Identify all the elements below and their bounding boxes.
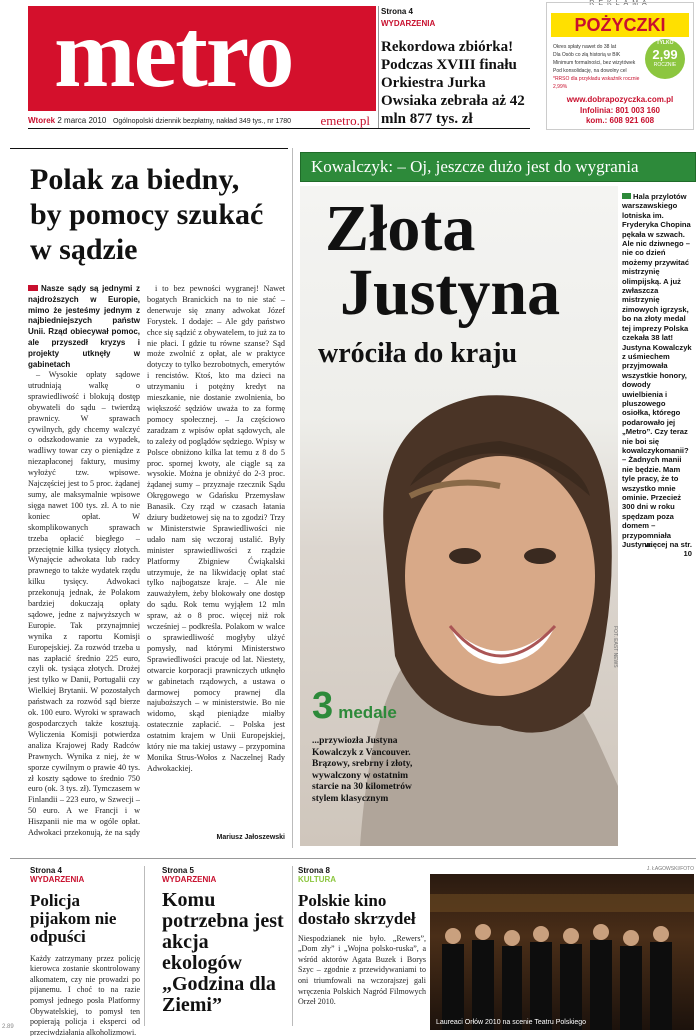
- bottom-3-text: Niespodzianek nie było. „Rewers”, „Dom zły” i „Wojna polsko-ruska”, a wśród aktorów Agata Buzek i Borys Szyc – zgodnie z przewidywaniami to oni triumfowali na wczorajszej gali wręczenia Polskich Nagród Filmowych Orzeł 2010.: [298, 933, 426, 1007]
- ad-infolinia: Infolinia: 801 003 160: [579, 106, 661, 115]
- bottom-story-1[interactable]: Strona 4 WYDARZENIA Policja pijakom nie odpuści Każdy zatrzymany przez policję kierowca zostanie skontrolowany alkomatem, czy nie prowadzi po pijanemu. I choć to na razie pomysł jednego posła Platformy Obywatelskiej, to pomysł ten popierają policja i eksperci od przeciwdziałania alkoholizmowi.: [30, 866, 140, 1031]
- medals-badge: 3 medale: [312, 685, 397, 727]
- awards-caption: Laureaci Orłów 2010 na scenie Teatru Polskiego: [436, 1019, 587, 1026]
- masthead-logo[interactable]: [28, 0, 376, 111]
- main-subtitle: wróciła do kraju: [318, 338, 518, 369]
- bottom-story-3[interactable]: Strona 8 KULTURA Polskie kino dostało skrzydeł Niespodzianek nie było. „Rewers”, „Dom zły” i „Wojna polsko-ruska”, a wśród aktorów Agata Buzek i Borys Szyc – zgodnie z przewidywaniami to oni triumfowali na wczorajszej gali wręczenia Polskich Nagród Filmowych Orzeł 2010.: [298, 866, 426, 1007]
- teaser-category: WYDARZENIA: [381, 19, 436, 28]
- ad-box[interactable]: [546, 2, 694, 130]
- dateline: [28, 113, 376, 129]
- left-byline: Mariusz Jałoszewski: [216, 834, 285, 841]
- photo-credit: FOT. EAST NEWS: [612, 626, 618, 668]
- ad-bullets: Okres spłaty nawet do 38 lat Dla Osób co złą historią w BIK Minimum formalności, bez wizytówek Pod konsolidację, na dowolny cel *RRSO dla przykładu wskaźnik rocznie 2,99%: [553, 44, 640, 90]
- left-headline[interactable]: Polak za biedny, by pomocy szukać w sądzie: [30, 163, 264, 266]
- ad-kom: kom.: 608 921 608: [585, 116, 655, 125]
- corner-mark: 2.89: [2, 1024, 14, 1030]
- dateline-date: 2 marca 2010: [57, 116, 107, 125]
- teaser-text: Rekordowa zbiórka! Podczas XVIII finału Orkiestra Jurka Owsiaka zebrała aż 42 mln 877 tys. zł: [381, 39, 525, 127]
- left-col1: – Wysokie opłaty sądowe utrudniają walkę o sprawiedliwość i blokują dostęp obywateli do sądu – twierdzą prawnicy. W sprawach cywilnych, gdy chcemy walczyć o odszkodowanie za wypadek, wadliwy towar czy o pieniądze z niezapłaconej faktury, musimy wyłożyć tzw. wpisowe. Najczęściej jest to 5 proc. żądanej sumy, ale maksymalnie wpisowe sięga nawet 100 tys. zł. A to nie koniec opłat. W skomplikowanych sprawach trzeba opłacić biegłego – przeciętnie kilka tysięcy złotych. Wynajęcie adwokata lub radcy prawnego to także wydatek rzędu kilku tysięcy. Adwokaci przekonują jednak, że Polakom bardziej dokuczają opłaty sądowe, jedne z najwyższych w Europie. Tak przynajmniej wynika z raportu Komisji Europejskiej. Za rozwód trzeba u nas zapłacić średnio 225 euro, czyli ok. tysiąca złotych. Drożej jest tylko w Danii, Portugalii czy Wielkiej Brytanii. W pozostałych państwach za rozwód sąd bierze ok. 100 euro. Wyroki w sprawach gospodarczych także kosztują. Wyliczenia Komisji potwierdza analiza Krajowej Rady Radców Prawnych. Wynika z niej, że w sporze cywilnym o prawie 40 tys. zł koszty sądowe to średnio 750 euro (ok. 3 tys. zł). Tymczasem w Finlandii – 223 euro, w Szwecji – 50 euro. A we Francji i w Hiszpanii nie ma w ogóle opłat. Adwokaci przekonują, że na sądy: [28, 370, 140, 838]
- bottom-1-headline: Policja pijakom nie odpuści: [30, 891, 117, 946]
- dateline-info: Ogólnopolski dziennik bezpłatny, nakład 349 tys., nr 1780: [112, 118, 292, 125]
- bottom-story-2[interactable]: Strona 5 WYDARZENIA Komu potrzebna jest akcja ekologów „Godzina dla Ziemi”: [162, 866, 287, 1031]
- medals-text: ...przywiozła Justyna Kowalczyk z Vancouver. Brązowy, srebrny i złoty, wywalczony w ostatnim starcie na 30 kilometrów stylem klasycznym: [312, 736, 413, 804]
- ad-title: POŻYCZKI: [551, 13, 689, 37]
- main-title-line2[interactable]: Justyna: [340, 256, 561, 329]
- main-photo: [300, 186, 618, 846]
- left-lead: Nasze sądy są jednymi z najdroższych w Europie, mimo że jesteśmy jednym z najbiedniejszych państw Unii. Rząd obiecywał pomoc, ale przyszedł kryzys i projekty utknęły w gabinetach: [28, 284, 140, 369]
- awards-people-drawing: [430, 874, 694, 1030]
- awards-photo: [430, 874, 694, 1030]
- bottom-1-text: Każdy zatrzymany przez policję kierowca zostanie skontrolowany alkomatem, czy nie prowadzi po pijanemu. I choć to na razie pomysł jednego posła Platformy Obywatelskiej, to pomysł ten popierają policja i eksperci od przeciwdziałania alkoholizmowi.: [30, 953, 140, 1036]
- main-title-line1[interactable]: Złota: [325, 192, 476, 265]
- teaser-page: Strona 4: [381, 7, 414, 16]
- more-link[interactable]: więcej na str. 10: [644, 540, 692, 559]
- awards-credit: J. ŁAGOWSKI/FOTO: [646, 866, 694, 872]
- ad-label: REKLAMA: [589, 0, 651, 7]
- ad-price-badge: TYLKO 2,99 ROCZNIE: [645, 39, 685, 79]
- dateline-day: Wtorek: [28, 116, 56, 125]
- main-sidebar: Hala przylotów warszawskiego lotniska im. Fryderyka Chopina pękała w szwach. Ale nic dziwnego – nie co dzień możemy przywitać mistrzynię olimpijską. A już zwłaszcza mistrzynię zimowych igrzysk, bo na złoty medal tej imprezy Polska czekała 38 lat! Justyna Kowalczyk z uśmiechem przyjmowała wszystkie honory, dowody uwielbienia i pluszowego osiołka, którego podarowało jej „Metro”. Czy teraz nie boi się kowalczykomanii? – Żadnych manii nie będzie. Mam tyle pracy, że to wszystko mnie ominie. Przecież 300 dni w roku spędzam poza domem – przypomniała Justyna.: [622, 192, 692, 550]
- main-banner[interactable]: Kowalczyk: – Oj, jeszcze dużo jest do wygrania: [300, 152, 696, 182]
- bottom-3-headline: Polskie kino dostało skrzydeł: [298, 891, 416, 928]
- bottom-2-headline: Komu potrzebna jest akcja ekologów „Godzina dla Ziemi”: [162, 889, 284, 1016]
- ad-url[interactable]: www.dobrapozyczka.com.pl: [566, 95, 674, 104]
- logo-text: metro: [54, 0, 293, 108]
- left-col2: i to bez pewności wygranej! Nawet bogatych Branickich na to nie stać – denerwuje się znany adwokat Józef Forystek. I dodaje: – Ale gdy państwo chce się sądzić z obywatelem, to już za to nie płaci. I gdzie tu równe szanse? Sąd może zwolnić z opłat, ale w praktyce dotyczy to tylko bezrobotnych, emerytów i rencistów. Ktoś, kto ma dzieci na utrzymaniu i potężny kredyt na mieszkanie, nie dostanie zwolnienia, bo większość sędziów uważa to za formę pomocy społecznej. – Ja częściowo zaradzam z wpisów opłat sądowych, ale to zależy od poglądów sędziego. Wpisy w Polsce obniżono kilka lat temu z 8 do 5 proc. spornej kwoty, ale ciągle są za wysokie. Można je obniżyć do 2-3 proc. żądanej sumy – przyznaje rzecznik Sądu Okręgowego w Gdańsku Przemysław Banasik. Czy rząd w czasach łatania dziury budżetowej się na to zgodzi? Trzy w Ministerstwie Sprawiedliwości nie udało nam się wczoraj ustalić. Były minister sprawiedliwości z rządzie Platformy Zbigniew Ćwiąkalski utrzymuje, że na likwidację opłat stać tylko najbogatsze kraje. – Ale nie zauważyłem, żeby blokowały one dostęp do sądu. Rok temu wyjąłem 12 mln spraw, aż o 8 proc. więcej niż rok wcześniej – podkreśla. Polakom w walce o sprawiedliwość mogłyby ulżyć pomysły, nad którymi Ministerstwo Sprawiedliwości pracuje od lat. Niestety, otwarcie korporacji prawniczych utknęło w gabinetach rządowych, a ustawa o darmowej pomocy prawnej dla najuboższych – w ministerstwie. Bo nie widomo, skąd pieniądze miałby ostatecznie zapłacić. – Polska jest ostatnim krajem w Unii Europejskiej, który nie ma takiej ustawy – przypomina Monika Strus-Wołos z Naczelnej Rady Adwokackiej.: [147, 284, 285, 773]
- top-teaser[interactable]: [381, 6, 529, 130]
- site-link[interactable]: emetro.pl: [320, 113, 370, 128]
